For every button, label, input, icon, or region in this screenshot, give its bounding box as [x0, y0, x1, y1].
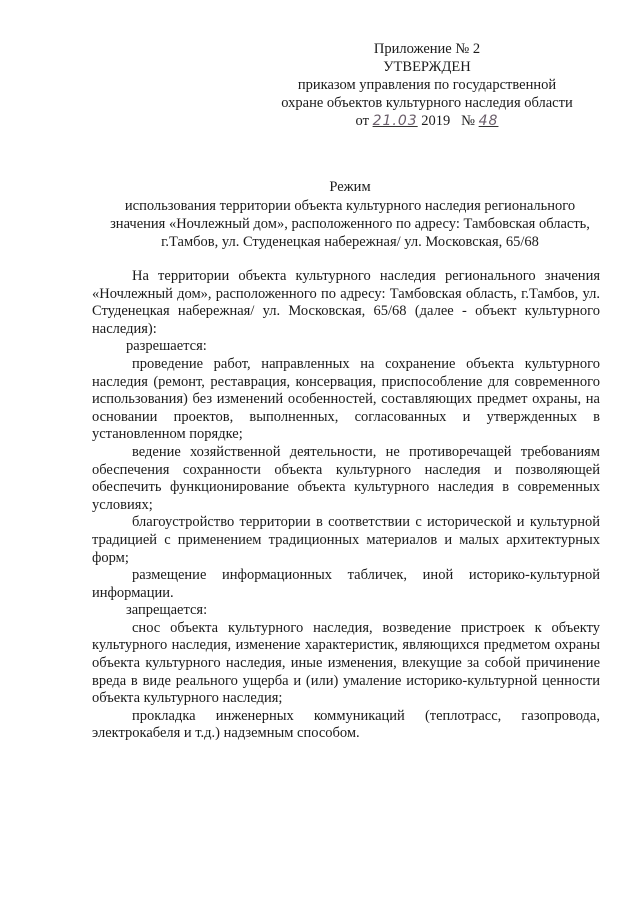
- order-year: 2019: [421, 113, 451, 129]
- intro-paragraph: На территории объекта культурного наследия регионального значения «Ночлежный дом», расположенного по адресу: Тамбовская область, г.Тамбов, ул. Студенецкая набережная/ ул. Московская, 65/68 (далее - объект культурного наследия):: [92, 268, 600, 337]
- forbidden-item-2: прокладка инженерных коммуникаций (теплотрасс, газопровода, электрокабеля и т.д.) надземным способом.: [92, 707, 600, 742]
- order-date-line: [262, 112, 592, 130]
- approved-label: УТВЕРЖДЕН: [383, 59, 471, 75]
- handwritten-date: 21.03: [372, 113, 418, 129]
- document-title: [90, 178, 610, 251]
- allowed-item-3: благоустройство территории в соответствии с исторической и культурной традицией с применением традиционных материалов и малых архитектурных форм;: [92, 514, 600, 566]
- order-line-1: приказом управления по государственной: [297, 77, 557, 93]
- date-prefix: от: [355, 113, 369, 129]
- forbidden-label: запрещается:: [126, 602, 208, 619]
- title-line-3: г.Тамбов, ул. Студенецкая набережная/ ул. Московская, 65/68: [161, 234, 539, 250]
- appendix-label: Приложение № 2: [373, 41, 481, 57]
- forbidden-item-1: снос объекта культурного наследия, возведение пристроек к объекту культурного наследия, изменение характеристик, являющихся предметом охраны объекта культурного наследия, иные изменения, влекущие за собой причинение вреда в виде реального ущерба и (или) умаление историко-культурной ценности объекта культурного наследия;: [92, 619, 600, 707]
- title-regime: Режим: [329, 179, 371, 195]
- title-line-1: использования территории объекта культурного наследия регионального: [124, 198, 576, 214]
- allowed-label: разрешается:: [126, 338, 207, 355]
- allowed-item-2: ведение хозяйственной деятельности, не противоречащей требованиям обеспечения сохранности объекта культурного наследия и позволяющей обеспечить функционирование объекта культурного наследия в современных условиях;: [92, 443, 600, 513]
- approval-header: [262, 40, 592, 130]
- title-line-2: значения «Ночлежный дом», расположенного по адресу: Тамбовская область,: [110, 216, 590, 232]
- order-line-2: охране объектов культурного наследия области: [281, 95, 573, 111]
- allowed-item-4: размещение информационных табличек, иной историко-культурной информации.: [92, 567, 600, 601]
- document-body: [92, 268, 600, 743]
- handwritten-order-number: 48: [478, 113, 499, 129]
- allowed-item-1: проведение работ, направленных на сохранение объекта культурного наследия (ремонт, реставрация, консервация, приспособление для современного использования) без изменений особенностей, составляющих предмет охраны, на основании проектов, выполненных, согласованных и утвержденных в установленном порядке;: [92, 355, 600, 443]
- number-sign: №: [461, 113, 475, 129]
